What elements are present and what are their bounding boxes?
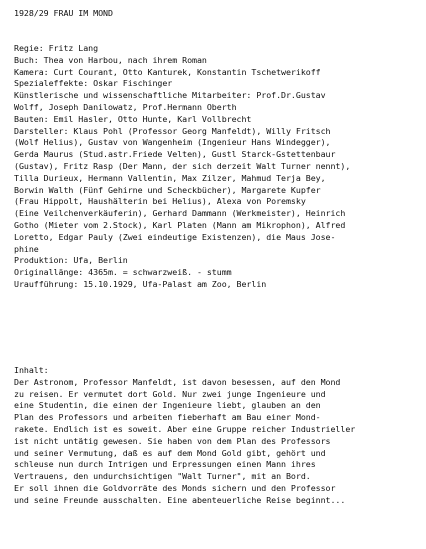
synopsis-line: Plan des Professors und arbeiten fieberhaft am Bau einer Mond- bbox=[14, 412, 321, 423]
credit-line: Gotho (Mieter vom 2.Stock), Karl Platen (Mann am Mikrophon), Alfred bbox=[14, 219, 346, 230]
credit-line: Originallänge: 4365m. = schwarzweiß. - stumm bbox=[14, 267, 232, 278]
synopsis-block bbox=[14, 365, 419, 507]
credit-line: Uraufführung: 15.10.1929, Ufa-Palast am Zoo, Berlin bbox=[14, 278, 267, 289]
synopsis-line: ist nicht untätig gewesen. Sie haben von dem Plan des Professors bbox=[14, 435, 331, 446]
credit-line: Loretto, Edgar Pauly (Zwei eindeutige Existenzen), die Maus Jose- bbox=[14, 231, 336, 242]
credit-line: Bauten: Emil Hasler, Otto Hunte, Karl Vollbrecht bbox=[14, 113, 252, 124]
credit-line: (Eine Veilchenverkäuferin), Gerhard Dammann (Werkmeister), Heinrich bbox=[14, 208, 346, 219]
synopsis-line: und seine Freunde ausschalten. Eine abenteuerliche Reise beginnt... bbox=[14, 494, 346, 505]
document-heading: 1928/29 FRAU IM MOND bbox=[14, 8, 113, 18]
credits-block bbox=[14, 43, 414, 291]
credit-line: phine bbox=[14, 243, 39, 254]
credit-line: Künstlerische und wissenschaftliche Mitarbeiter: Prof.Dr.Gustav bbox=[14, 90, 326, 101]
credit-line: Buch: Thea von Harbou, nach ihrem Roman bbox=[14, 54, 207, 65]
synopsis-line: Er soll ihnen die Goldvorräte des Monds sichern und den Professor bbox=[14, 482, 336, 493]
credit-line: (Frau Hippolt, Haushälterin bei Helius), Alexa von Poremsky bbox=[14, 196, 306, 207]
synopsis-line: zu reisen. Er vermutet dort Gold. Nur zwei junge Ingenieure und bbox=[14, 388, 326, 399]
synopsis-label: Inhalt: bbox=[14, 365, 49, 375]
synopsis-line: Der Astronom, Professor Manfeldt, ist davon besessen, auf den Mond bbox=[14, 376, 341, 387]
credit-line: Borwin Walth (Fünf Gehirne und Scheckbücher), Margarete Kupfer bbox=[14, 184, 321, 195]
credit-line: Produktion: Ufa, Berlin bbox=[14, 255, 128, 266]
synopsis-line: eine Studentin, die einen der Ingenieure liebt, glauben an den bbox=[14, 400, 321, 411]
credit-line: Spezialeffekte: Oskar Fischinger bbox=[14, 78, 173, 89]
synopsis-line: Vertrauens, den undurchsichtigen "Walt Turner", mit an Bord. bbox=[14, 471, 311, 482]
synopsis-line: rakete. Endlich ist es soweit. Aber eine Gruppe reicher Industrieller bbox=[14, 423, 356, 434]
credit-line: Wolff, Joseph Danilowatz, Prof.Hermann Oberth bbox=[14, 101, 237, 112]
credit-line: Tilla Durieux, Hermann Vallentin, Max Zilzer, Mahmud Terja Bey, bbox=[14, 172, 326, 183]
credit-line: Regie: Fritz Lang bbox=[14, 43, 99, 53]
credit-line: (Wolf Helius), Gustav von Wangenheim (Ingenieur Hans Windegger), bbox=[14, 137, 331, 148]
synopsis-line: schleuse nun durch Intrigen und Erpressungen einen Mann ihres bbox=[14, 459, 316, 470]
credit-line: Kamera: Curt Courant, Otto Kanturek, Konstantin Tschetwerikoff bbox=[14, 66, 321, 77]
credit-line: Darsteller: Klaus Pohl (Professor Georg Manfeldt), Willy Fritsch bbox=[14, 125, 331, 136]
credit-line: (Gustav), Fritz Rasp (Der Mann, der sich derzeit Walt Turner nennt), bbox=[14, 160, 351, 171]
credit-line: Gerda Maurus (Stud.astr.Friede Velten), Gustl Starck-Gstettenbaur bbox=[14, 149, 336, 160]
synopsis-line: und seiner Vermutung, daß es auf dem Mond Gold gibt, gehört und bbox=[14, 447, 326, 458]
